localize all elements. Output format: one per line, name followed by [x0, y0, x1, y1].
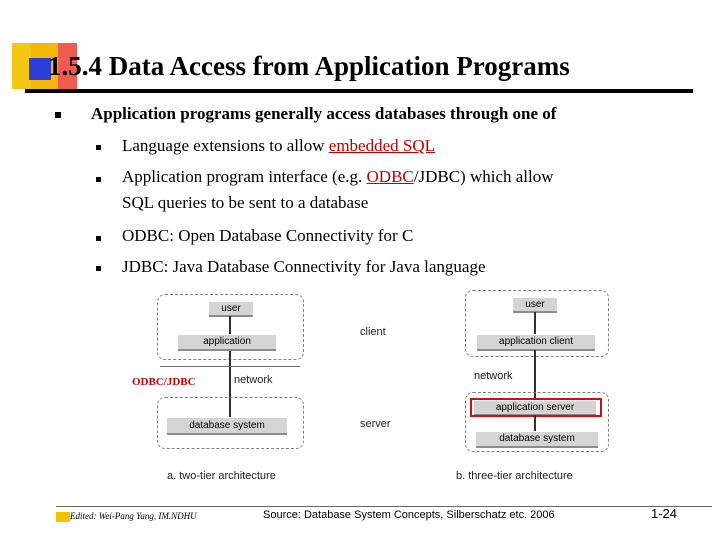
slide-title: 1.5.4 Data Access from Application Programs	[48, 51, 570, 81]
sub-bullet-1-text: Language extensions to allow	[122, 136, 329, 155]
sub-bullet-2-text: Application program interface (e.g.	[122, 167, 367, 186]
three-tier-server-connector	[534, 415, 536, 431]
two-tier-user-box: user	[209, 302, 253, 317]
odbc-link[interactable]: ODBC	[366, 167, 414, 186]
odbc-jdbc-label: ODBC/JDBC	[132, 376, 196, 388]
footer-decoration	[56, 512, 70, 522]
three-tier-database-box: database system	[476, 432, 598, 448]
sub-bullet-3: ODBC: Open Database Connectivity for C	[122, 226, 414, 245]
bullet-icon	[96, 177, 101, 182]
two-tier-separator	[160, 366, 300, 367]
bullet-icon	[96, 266, 101, 271]
bullet-icon	[55, 112, 61, 118]
three-tier-user-box: user	[513, 298, 557, 313]
bullet-main: Application programs generally access databases through one of	[91, 104, 557, 123]
footer-source: Source: Database System Concepts, Silberschatz etc. 2006	[263, 509, 555, 521]
title-underline	[25, 89, 693, 93]
server-label: server	[360, 418, 391, 430]
two-tier-caption: a. two-tier architecture	[167, 470, 276, 482]
application-server-highlight	[470, 398, 602, 417]
footer-rule	[56, 506, 712, 507]
bullet-icon	[96, 145, 101, 150]
three-tier-connector	[534, 312, 536, 334]
bullet-icon	[96, 236, 101, 241]
two-tier-database-box: database system	[167, 418, 287, 435]
three-tier-application-server-box: application server	[474, 401, 596, 416]
page-number: 1-24	[651, 506, 678, 521]
two-tier-application-box: application	[178, 335, 276, 351]
three-tier-application-client-box: application client	[477, 335, 595, 351]
three-tier-caption: b. three-tier architecture	[456, 470, 573, 482]
sub-bullet-1	[122, 136, 435, 156]
sub-bullet-4: JDBC: Java Database Connectivity for Java language	[122, 257, 486, 276]
sub-bullet-2	[122, 167, 554, 187]
network-label: network	[234, 374, 273, 386]
embedded-sql-link[interactable]: embedded SQL	[328, 136, 436, 155]
client-label: client	[360, 326, 386, 338]
three-tier-network-label: network	[474, 370, 513, 382]
footer-editor: Edited: Wei-Pang Yang, IM.NDHU	[70, 511, 197, 521]
two-tier-connector	[229, 316, 231, 334]
sub-bullet-2-text-post: /JDBC) which allow	[413, 167, 554, 186]
sub-bullet-2-line2: SQL queries to be sent to a database	[122, 193, 369, 212]
